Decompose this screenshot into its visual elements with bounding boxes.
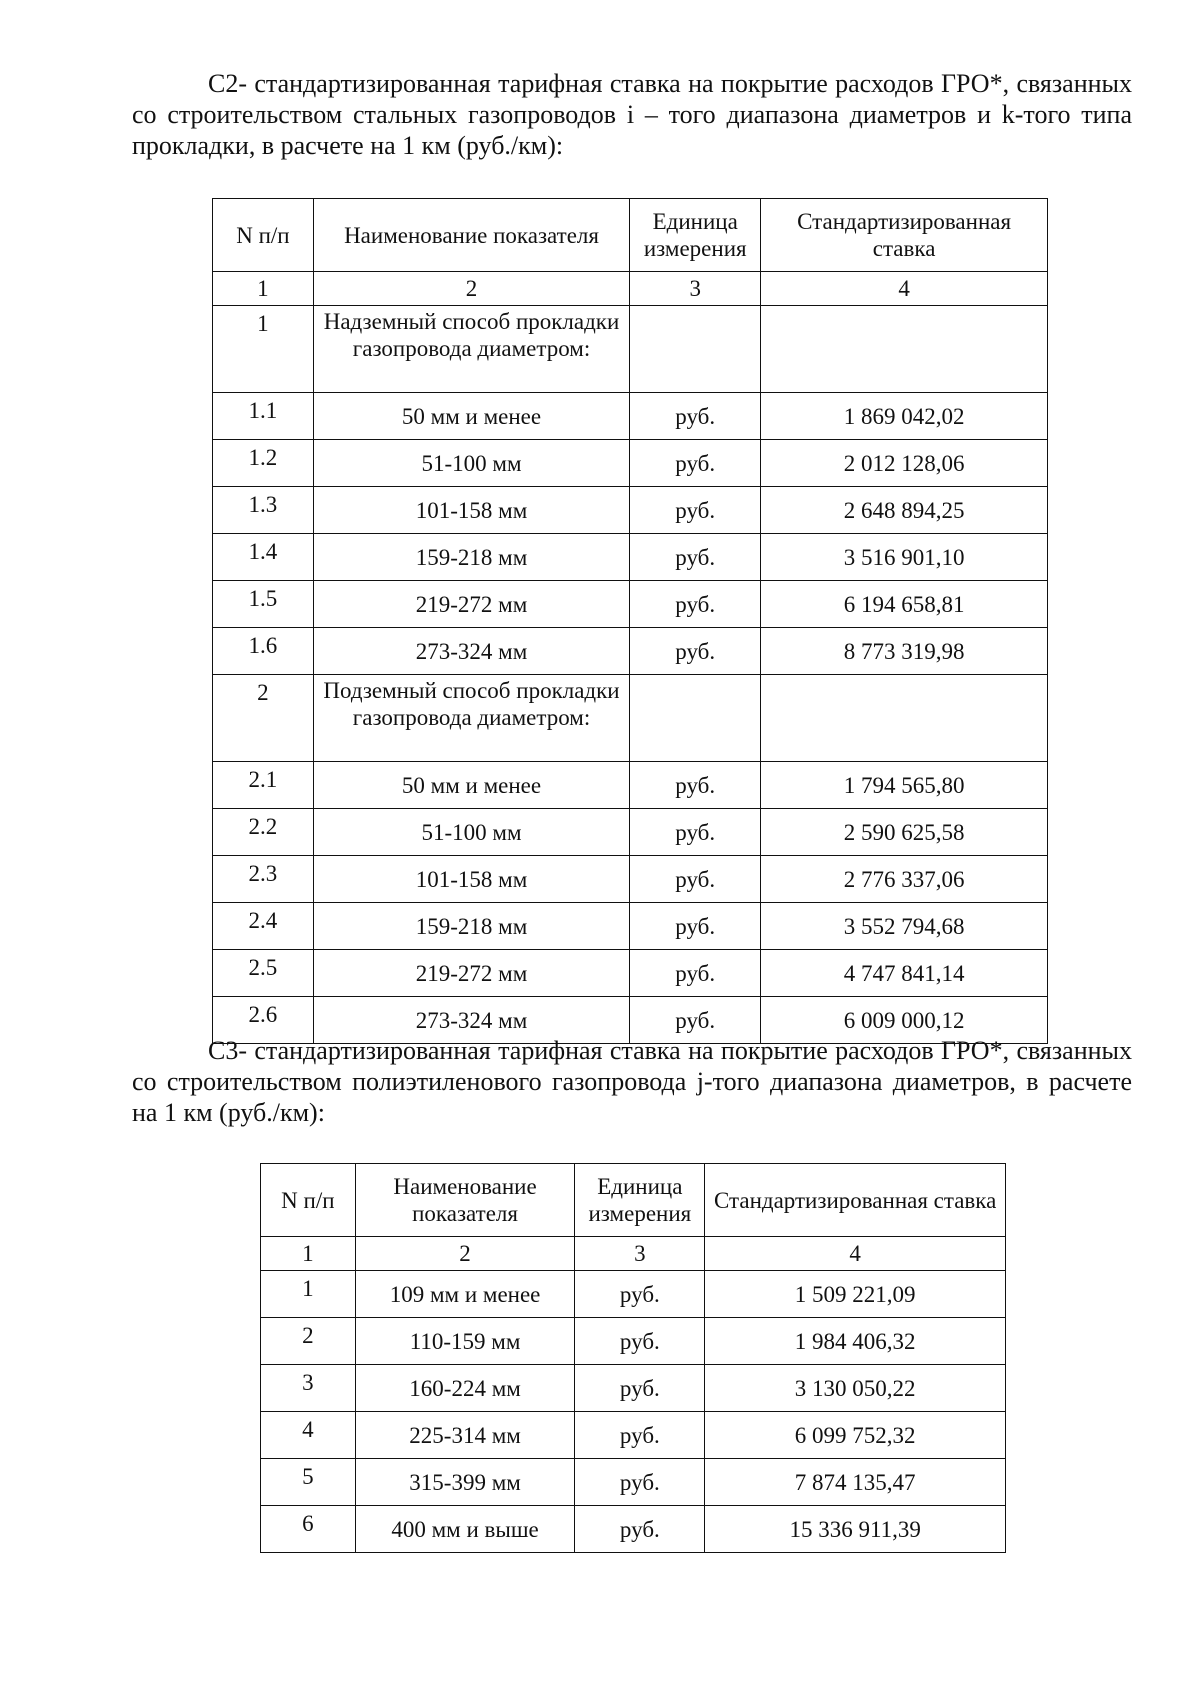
row-value: 8 773 319,98: [761, 628, 1048, 675]
row-unit: руб.: [630, 997, 761, 1044]
row-number: 1.3: [213, 487, 314, 534]
row-unit: руб.: [630, 762, 761, 809]
column-index-row: [213, 272, 1048, 306]
row-number: 1: [261, 1271, 356, 1318]
c3-rates-table: [260, 1163, 1006, 1553]
table-row: [261, 1506, 1006, 1553]
row-unit: руб.: [575, 1365, 705, 1412]
table-row: [213, 393, 1048, 440]
empty-cell: [761, 306, 1048, 393]
row-value: 6 099 752,32: [705, 1412, 1006, 1459]
table-row: [261, 1318, 1006, 1365]
header-cell: Наименование показателя: [313, 199, 629, 272]
header-cell: N п/п: [213, 199, 314, 272]
c2-intro-paragraph: С2- стандартизированная тарифная ставка на покрытие расходов ГРО*, связанных со строительством стальных газопроводов i – того диапазона диаметров и k-того типа прокладки, в расчете на 1 км (руб./км):: [132, 69, 1132, 160]
row-name: 159-218 мм: [313, 903, 629, 950]
table-row: [213, 534, 1048, 581]
row-number: 2.3: [213, 856, 314, 903]
index-cell: 1: [213, 272, 314, 306]
group-row: [213, 675, 1048, 762]
row-value: 1 984 406,32: [705, 1318, 1006, 1365]
row-value: 1 869 042,02: [761, 393, 1048, 440]
row-unit: руб.: [630, 903, 761, 950]
table-row: [261, 1412, 1006, 1459]
row-number: 2.4: [213, 903, 314, 950]
row-value: 2 012 128,06: [761, 440, 1048, 487]
row-unit: руб.: [575, 1459, 705, 1506]
table-header-row: [261, 1164, 1006, 1237]
header-cell: Стандартизированная ставка: [761, 199, 1048, 272]
row-value: 7 874 135,47: [705, 1459, 1006, 1506]
row-value: 6 009 000,12: [761, 997, 1048, 1044]
row-name: 160-224 мм: [355, 1365, 575, 1412]
row-number: 1.1: [213, 393, 314, 440]
row-unit: руб.: [630, 534, 761, 581]
row-name: 50 мм и менее: [313, 762, 629, 809]
row-unit: руб.: [575, 1506, 705, 1553]
group-name: Надземный способ прокладки газопровода диаметром:: [313, 306, 629, 393]
table-row: [213, 809, 1048, 856]
index-cell: 4: [761, 272, 1048, 306]
row-value: 6 194 658,81: [761, 581, 1048, 628]
group-row: [213, 306, 1048, 393]
header-cell: N п/п: [261, 1164, 356, 1237]
row-number: 6: [261, 1506, 356, 1553]
row-value: 15 336 911,39: [705, 1506, 1006, 1553]
column-index-row: [261, 1237, 1006, 1271]
row-name: 101-158 мм: [313, 856, 629, 903]
table-row: [261, 1271, 1006, 1318]
row-value: 3 552 794,68: [761, 903, 1048, 950]
index-cell: 1: [261, 1237, 356, 1271]
index-cell: 2: [313, 272, 629, 306]
row-number: 1.4: [213, 534, 314, 581]
row-name: 109 мм и менее: [355, 1271, 575, 1318]
header-cell: Стандартизированная ставка: [705, 1164, 1006, 1237]
row-unit: руб.: [630, 809, 761, 856]
table-row: [261, 1365, 1006, 1412]
row-unit: руб.: [575, 1412, 705, 1459]
row-value: 4 747 841,14: [761, 950, 1048, 997]
row-unit: руб.: [630, 856, 761, 903]
table-row: [261, 1459, 1006, 1506]
row-name: 50 мм и менее: [313, 393, 629, 440]
row-number: 1.2: [213, 440, 314, 487]
table-row: [213, 856, 1048, 903]
empty-cell: [630, 675, 761, 762]
group-name: Подземный способ прокладки газопровода диаметром:: [313, 675, 629, 762]
row-unit: руб.: [575, 1318, 705, 1365]
row-number: 2.5: [213, 950, 314, 997]
row-value: 2 590 625,58: [761, 809, 1048, 856]
row-value: 2 776 337,06: [761, 856, 1048, 903]
row-name: 225-314 мм: [355, 1412, 575, 1459]
row-name: 315-399 мм: [355, 1459, 575, 1506]
c3-intro-paragraph: С3- стандартизированная тарифная ставка на покрытие расходов ГРО*, связанных со строительством полиэтиленового газопровода j-того диапазона диаметров, в расчете на 1 км (руб./км):: [132, 1036, 1132, 1127]
row-number: 1: [213, 306, 314, 393]
table-row: [213, 487, 1048, 534]
row-number: 3: [261, 1365, 356, 1412]
index-cell: 4: [705, 1237, 1006, 1271]
header-cell: Единица измерения: [630, 199, 761, 272]
header-cell: Единица измерения: [575, 1164, 705, 1237]
table-row: [213, 628, 1048, 675]
row-name: 110-159 мм: [355, 1318, 575, 1365]
row-unit: руб.: [630, 440, 761, 487]
row-name: 400 мм и выше: [355, 1506, 575, 1553]
row-value: 3 516 901,10: [761, 534, 1048, 581]
index-cell: 3: [575, 1237, 705, 1271]
table-row: [213, 762, 1048, 809]
row-unit: руб.: [630, 581, 761, 628]
row-value: 1 794 565,80: [761, 762, 1048, 809]
row-unit: руб.: [630, 487, 761, 534]
c2-rates-table: [212, 198, 1048, 1044]
row-name: 273-324 мм: [313, 628, 629, 675]
row-number: 2.2: [213, 809, 314, 856]
row-unit: руб.: [630, 950, 761, 997]
row-number: 2.6: [213, 997, 314, 1044]
row-number: 5: [261, 1459, 356, 1506]
row-number: 2: [261, 1318, 356, 1365]
row-name: 51-100 мм: [313, 809, 629, 856]
table-row: [213, 440, 1048, 487]
row-unit: руб.: [630, 393, 761, 440]
header-cell: Наименование показателя: [355, 1164, 575, 1237]
row-number: 2.1: [213, 762, 314, 809]
row-unit: руб.: [630, 628, 761, 675]
empty-cell: [630, 306, 761, 393]
row-name: 273-324 мм: [313, 997, 629, 1044]
row-value: 2 648 894,25: [761, 487, 1048, 534]
row-name: 219-272 мм: [313, 950, 629, 997]
row-name: 219-272 мм: [313, 581, 629, 628]
row-number: 1.5: [213, 581, 314, 628]
row-number: 2: [213, 675, 314, 762]
row-name: 159-218 мм: [313, 534, 629, 581]
index-cell: 2: [355, 1237, 575, 1271]
empty-cell: [761, 675, 1048, 762]
row-name: 101-158 мм: [313, 487, 629, 534]
row-number: 1.6: [213, 628, 314, 675]
row-value: 1 509 221,09: [705, 1271, 1006, 1318]
row-name: 51-100 мм: [313, 440, 629, 487]
table-row: [213, 581, 1048, 628]
row-unit: руб.: [575, 1271, 705, 1318]
table-header-row: [213, 199, 1048, 272]
index-cell: 3: [630, 272, 761, 306]
table-row: [213, 903, 1048, 950]
row-number: 4: [261, 1412, 356, 1459]
row-value: 3 130 050,22: [705, 1365, 1006, 1412]
table-row: [213, 950, 1048, 997]
